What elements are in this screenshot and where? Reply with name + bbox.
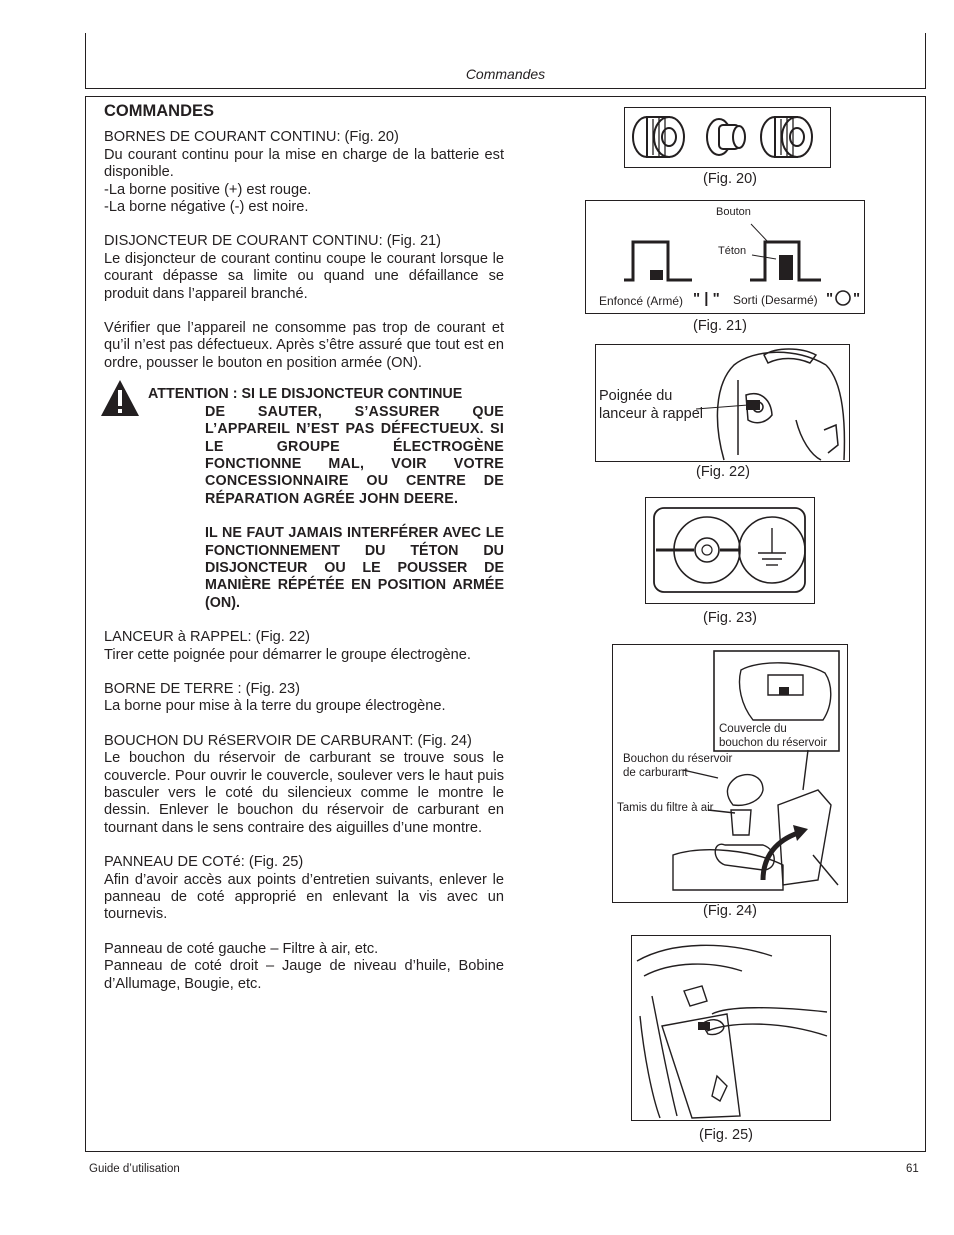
recoil-label-1: Poignée du — [599, 388, 673, 404]
dc-terminals-heading: BORNES DE COURANT CONTINU: (Fig. 20) — [104, 129, 399, 146]
air-filter-label: Tamis du filtre à air — [617, 802, 714, 814]
side-panel-drawing — [632, 936, 830, 1120]
recoil-label-2: lanceur à rappel — [599, 406, 703, 422]
fuel-cap-label-1: Bouchon du réservoir — [623, 753, 733, 765]
bouton-label: Bouton — [716, 206, 751, 218]
warning-block — [104, 386, 504, 612]
fuel-cap-text: Le bouchon du réservoir de carburant se trouve sous le couvercle. Pour ouvrir le couvercle, soulever vers le haut puis basculer vers le coté du silencieux comme le montre le dessin. Enlever le bouchon du réservoir de carburant en tournant dans le sens contraire des aiguilles d’une montre. — [104, 750, 504, 836]
dc-terminals-line-2: -La borne positive (+) est rouge. — [104, 181, 312, 198]
warning-text-1: DE SAUTER, S’ASSURER QUE L’APPAREIL N’EST PAS DÉFECTUEUX. SI LE GROUPE ÉLECTROGÈNE FONCTIONNE MAL, VOIR VOTRE CONCESSIONNAIRE OU CENTRE DE RÉPARATION AGRÉE JOHN DEERE. — [205, 403, 504, 507]
cover-label-2: bouchon du réservoir — [719, 737, 828, 749]
text-column — [104, 103, 504, 993]
fuel-cap-label-2: de carburant — [623, 767, 688, 779]
cover-label-1: Couvercle du — [719, 723, 787, 735]
fig20-illustration — [624, 107, 831, 168]
side-panel-left: Panneau de coté gauche – Filtre à air, etc. — [104, 940, 379, 957]
sorti-quote-close: " — [853, 290, 861, 307]
warning-lead: ATTENTION : SI LE DISJONCTEUR CONTINUE — [148, 386, 463, 403]
ground-text: La borne pour mise à la terre du groupe électrogène. — [104, 698, 446, 715]
fig21-illustration — [585, 200, 865, 314]
fig24-caption: (Fig. 24) — [703, 903, 757, 919]
sorti-quote-open: " — [826, 290, 834, 307]
side-panel-text: Afin d’avoir accès aux points d’entretien suivants, enlever le panneau de coté approprié en enlevant la vis avec un tournevis. — [104, 871, 504, 923]
fig20-caption: (Fig. 20) — [703, 171, 757, 187]
fig21-caption: (Fig. 21) — [693, 318, 747, 334]
dc-terminals-line-1: Du courant continu pour la mise en charge de la batterie est disponible. — [104, 146, 504, 181]
sorti-label: Sorti (Desarmé) — [733, 293, 818, 307]
fig22-caption: (Fig. 22) — [696, 464, 750, 480]
fig24-illustration — [612, 644, 848, 903]
running-header: Commandes — [465, 66, 546, 82]
page-title: COMMANDES — [104, 102, 214, 120]
fig25-illustration — [631, 935, 831, 1121]
ground-terminal-drawing — [646, 498, 814, 603]
page-number: 61 — [906, 1163, 919, 1175]
dc-breaker-text: Le disjoncteur de courant continu coupe le courant lorsque le courant dépasse sa limite ou quand une défaillance se produit dans l’appareil branché. — [104, 250, 504, 302]
ground-heading: BORNE DE TERRE : (Fig. 23) — [104, 680, 300, 697]
dc-terminals-drawing — [625, 108, 830, 167]
footer-guide: Guide d’utilisation — [89, 1163, 180, 1175]
fuel-cap-heading: BOUCHON DU RéSERVOIR DE CARBURANT: (Fig. 24) — [104, 732, 472, 749]
fig23-caption: (Fig. 23) — [703, 610, 757, 626]
dc-breaker-heading: DISJONCTEUR DE COURANT CONTINU: (Fig. 21) — [104, 233, 442, 250]
side-panel-heading: PANNEAU DE COTé: (Fig. 25) — [104, 854, 304, 871]
recoil-text: Tirer cette poignée pour démarrer le groupe électrogène. — [104, 646, 471, 663]
teton-label: Téton — [718, 245, 747, 257]
dc-terminals-line-3: -La borne négative (-) est noire. — [104, 199, 309, 216]
warning-icon — [99, 378, 141, 418]
fig23-illustration — [645, 497, 815, 604]
side-panel-right: Panneau de coté droit – Jauge de niveau d’huile, Bobine d’Allumage, Bougie, etc. — [104, 958, 504, 992]
enfonce-symbol: " | " — [693, 290, 720, 307]
warning-text-2: IL NE FAUT JAMAIS INTERFÉRER AVEC LE FONCTIONNEMENT DU TÉTON DU DISJONCTEUR OU LE POUSSER DE MANIÈRE RÉPÉTÉE EN POSITION ARMÉE (ON). — [205, 525, 504, 611]
recoil-heading: LANCEUR à RAPPEL: (Fig. 22) — [104, 629, 311, 646]
enfonce-label: Enfoncé (Armé) — [599, 294, 684, 308]
fig22-illustration — [595, 344, 850, 462]
fig25-caption: (Fig. 25) — [699, 1127, 753, 1143]
dc-breaker-check: Vérifier que l’appareil ne consomme pas trop de courant et qu’il n’est pas défectueux. Après s’être assuré que tout est en ordre, pousser le bouton en position armée (ON). — [104, 320, 504, 371]
